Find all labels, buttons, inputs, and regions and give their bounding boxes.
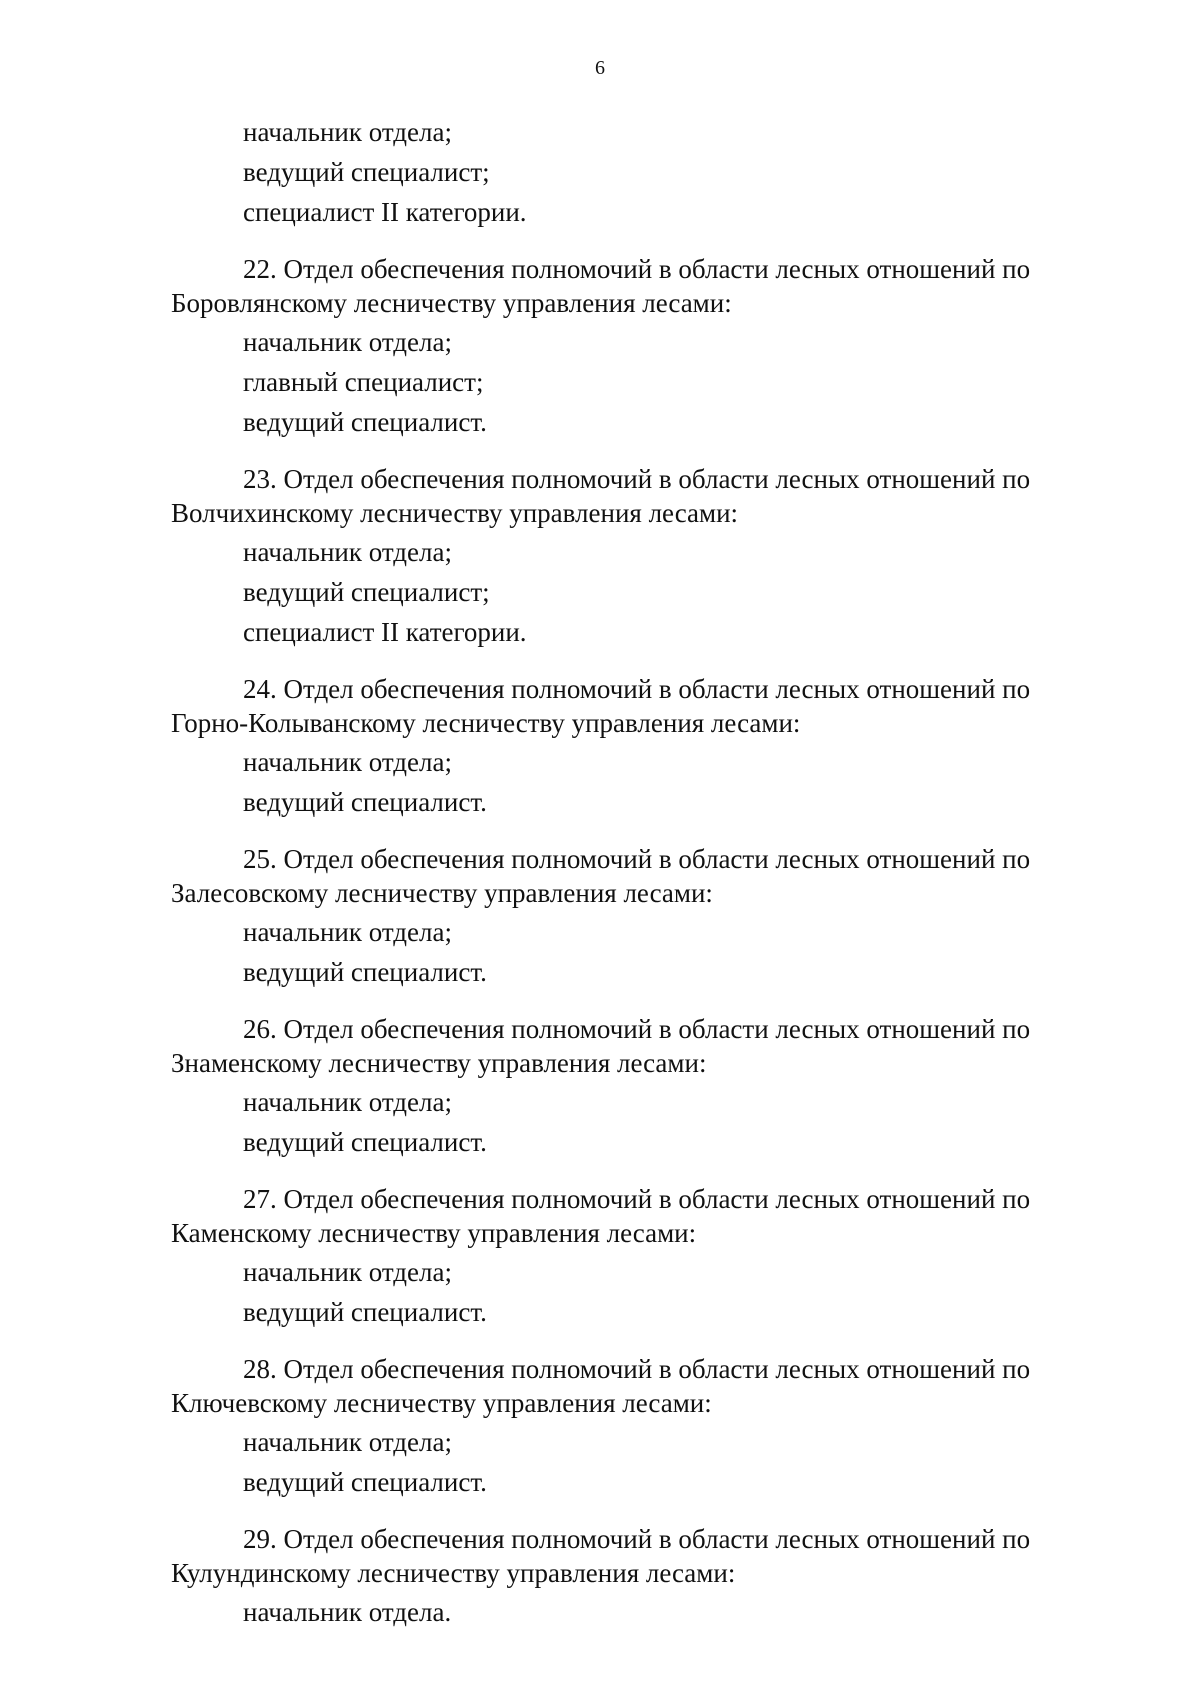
position-list: [171, 322, 1094, 442]
section-heading: [171, 252, 1094, 320]
section-22: [171, 252, 1094, 442]
intro-list: [171, 112, 1094, 232]
section-24: [171, 672, 1094, 822]
section-heading-line2: Каменскому лесничеству управления лесами:: [171, 1218, 697, 1248]
position-list: [171, 1252, 1094, 1332]
section-heading: [171, 1522, 1094, 1590]
position-list: [171, 532, 1094, 652]
list-item: начальник отдела;: [243, 747, 452, 777]
section-heading-line2: Волчихинскому лесничеству управления лесами:: [171, 498, 739, 528]
position-list: [171, 1082, 1094, 1162]
list-item: ведущий специалист.: [243, 787, 487, 817]
section-heading: [171, 1352, 1094, 1420]
list-item: ведущий специалист.: [243, 957, 487, 987]
section-28: [171, 1352, 1094, 1502]
section-heading-line1: 23. Отдел обеспечения полномочий в области лесных отношений по: [243, 464, 1031, 494]
list-item: специалист II категории.: [243, 617, 527, 647]
list-item: ведущий специалист.: [243, 1297, 487, 1327]
section-heading-line1: 25. Отдел обеспечения полномочий в области лесных отношений по: [243, 844, 1031, 874]
list-item: начальник отдела;: [243, 1257, 452, 1287]
list-item: начальник отдела;: [243, 537, 452, 567]
list-item: начальник отдела;: [243, 1427, 452, 1457]
list-item: начальник отдела;: [243, 327, 452, 357]
section-heading-line1: 27. Отдел обеспечения полномочий в области лесных отношений по: [243, 1184, 1031, 1214]
section-heading-line2: Горно-Колыванскому лесничеству управления лесами:: [171, 708, 801, 738]
list-item: начальник отдела.: [243, 1597, 452, 1627]
section-heading-line1: 24. Отдел обеспечения полномочий в области лесных отношений по: [243, 674, 1031, 704]
position-list: [171, 912, 1094, 992]
position-list: [171, 1422, 1094, 1502]
list-item: ведущий специалист;: [243, 577, 490, 607]
section-27: [171, 1182, 1094, 1332]
list-item: начальник отдела;: [243, 1087, 452, 1117]
section-25: [171, 842, 1094, 992]
section-heading: [171, 1182, 1094, 1250]
list-item: ведущий специалист.: [243, 1127, 487, 1157]
list-item: главный специалист;: [243, 367, 484, 397]
page-number: 6: [595, 57, 605, 79]
section-heading: [171, 842, 1094, 910]
list-item: начальник отдела;: [243, 117, 452, 147]
section-heading-line2: Кулундинскому лесничеству управления лесами:: [171, 1558, 736, 1588]
list-item: ведущий специалист.: [243, 407, 487, 437]
section-heading-line2: Залесовскому лесничеству управления лесами:: [171, 878, 713, 908]
section-26: [171, 1012, 1094, 1162]
section-heading-line2: Знаменскому лесничеству управления лесами:: [171, 1048, 707, 1078]
section-29: [171, 1522, 1094, 1632]
section-heading-line1: 26. Отдел обеспечения полномочий в области лесных отношений по: [243, 1014, 1031, 1044]
list-item: начальник отдела;: [243, 917, 452, 947]
section-heading-line1: 22. Отдел обеспечения полномочий в области лесных отношений по: [243, 254, 1031, 284]
section-heading-line2: Ключевскому лесничеству управления лесами:: [171, 1388, 712, 1418]
document-body: [171, 112, 1094, 1632]
list-item: ведущий специалист;: [243, 157, 490, 187]
section-23: [171, 462, 1094, 652]
section-heading-line2: Боровлянскому лесничеству управления лесами:: [171, 288, 732, 318]
list-item: ведущий специалист.: [243, 1467, 487, 1497]
section-heading: [171, 1012, 1094, 1080]
position-list: [171, 1592, 1094, 1632]
section-heading-line1: 29. Отдел обеспечения полномочий в области лесных отношений по: [243, 1524, 1031, 1554]
position-list: [171, 742, 1094, 822]
list-item: специалист II категории.: [243, 197, 527, 227]
section-heading: [171, 462, 1094, 530]
section-heading: [171, 672, 1094, 740]
section-heading-line1: 28. Отдел обеспечения полномочий в области лесных отношений по: [243, 1354, 1031, 1384]
